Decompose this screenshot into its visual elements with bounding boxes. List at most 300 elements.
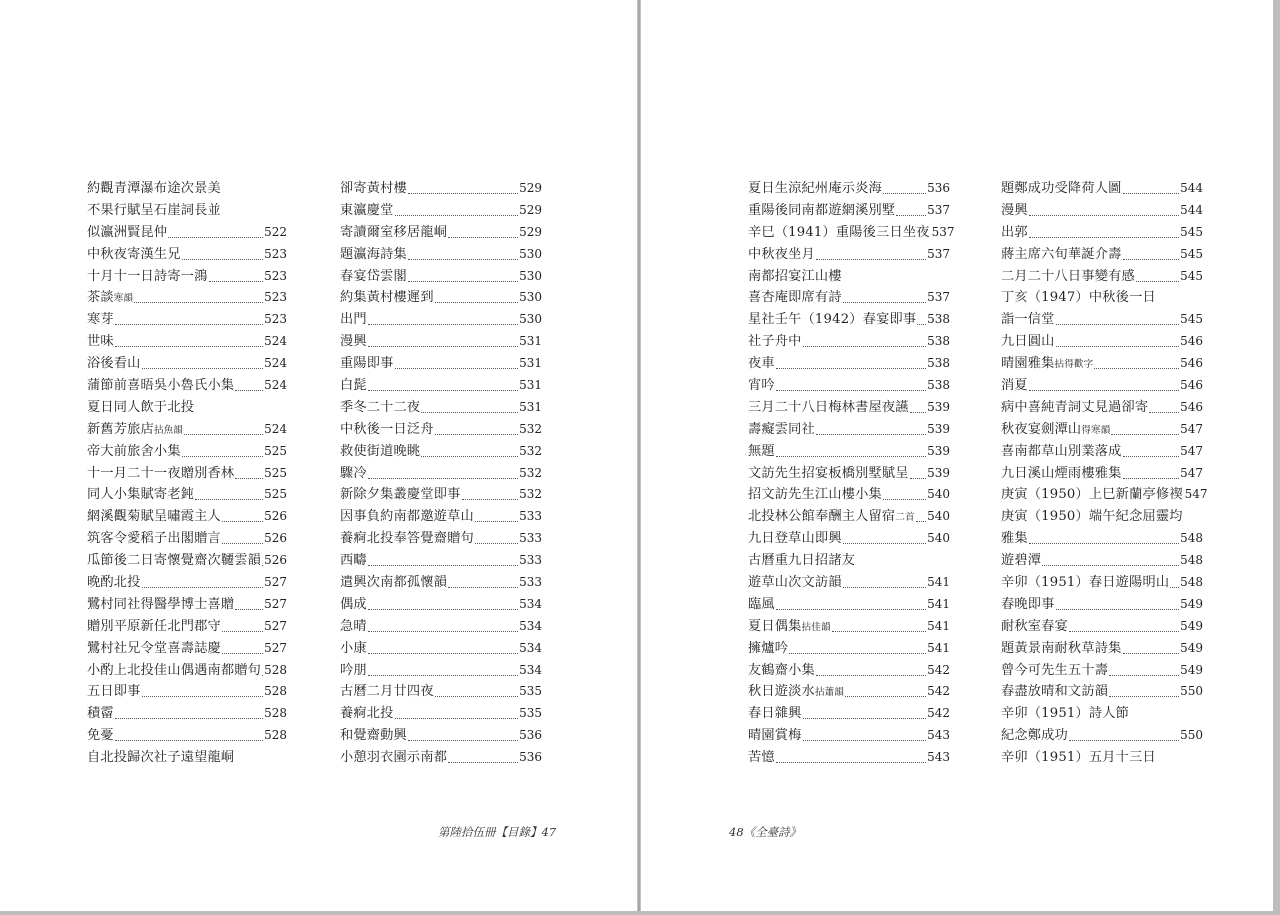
toc-entry-title-text: 丁亥（1947）中秋後一日	[1001, 290, 1156, 306]
toc-entry-page: 537	[927, 290, 950, 305]
toc-entry-page: 545	[1180, 246, 1203, 261]
toc-entry	[87, 331, 287, 353]
toc-leader-dots	[421, 411, 518, 413]
toc-leader-dots	[1029, 236, 1179, 238]
toc-entry-title	[1001, 397, 1148, 419]
toc-entry-title-text: 曾今可先生五十壽	[1001, 662, 1109, 678]
toc-entry-page: 531	[519, 399, 542, 414]
toc-entry-title-text: 文訪先生招宴板橋別墅賦呈	[748, 465, 909, 481]
toc-entry-page: 527	[264, 640, 287, 655]
toc-entry	[1001, 681, 1203, 703]
toc-leader-dots	[816, 674, 926, 676]
toc-entry-title-text: 重陽即事	[340, 356, 394, 372]
toc-entry-page: 538	[927, 312, 950, 327]
toc-entry	[748, 266, 950, 288]
toc-entry-page: 547	[1184, 487, 1208, 502]
toc-entry-page: 541	[927, 575, 950, 590]
toc-entry-title-text: 白髭	[340, 378, 367, 394]
toc-entry-title	[340, 550, 367, 572]
toc-entry	[87, 747, 287, 769]
toc-entry-page: 538	[927, 334, 950, 349]
toc-leader-dots	[435, 301, 518, 303]
toc-entry-page: 531	[519, 356, 542, 371]
toc-entry	[1001, 528, 1203, 550]
toc-entry-title	[87, 331, 114, 353]
toc-entry-page: 523	[264, 290, 287, 305]
toc-entry	[1001, 375, 1203, 397]
toc-entry-page: 547	[1180, 421, 1203, 436]
toc-entry-title-text: 九日登草山即興	[748, 531, 842, 547]
toc-leader-dots	[776, 389, 926, 391]
toc-entry-title-text: 救使街道晚眺	[340, 443, 421, 459]
toc-entry-title	[748, 660, 815, 682]
toc-entry	[340, 441, 542, 463]
toc-entry	[1001, 747, 1203, 769]
toc-entry-title-text: 臨風	[748, 596, 775, 612]
toc-entry	[1001, 660, 1203, 682]
toc-entry-title	[1001, 660, 1108, 682]
toc-entry-title	[1001, 287, 1156, 309]
toc-entry-title-text: 蒲節前喜晤吳小魯氏小集	[87, 378, 235, 394]
toc-entry-page: 526	[264, 553, 287, 568]
toc-entry-title-text: 晚酌北投	[87, 575, 141, 591]
toc-entry	[87, 309, 287, 331]
toc-leader-dots	[1056, 608, 1180, 610]
toc-entry	[87, 681, 287, 703]
toc-entry-page: 534	[519, 618, 542, 633]
toc-entry-title	[1001, 419, 1110, 442]
toc-entry-title-text: 二月二十八日事變有感	[1001, 268, 1135, 284]
toc-entry	[340, 287, 542, 309]
toc-entry-title	[1001, 681, 1108, 703]
toc-leader-dots	[262, 564, 263, 566]
toc-entry-title-text: 夏日同人飲于北投	[87, 399, 195, 415]
toc-entry-title	[87, 463, 234, 485]
toc-entry-page: 529	[519, 181, 542, 195]
toc-entry	[748, 594, 950, 616]
toc-entry-page: 541	[927, 618, 950, 633]
toc-entry-page: 528	[264, 662, 287, 677]
toc-entry-page: 548	[1180, 531, 1203, 546]
toc-leader-dots	[368, 345, 518, 347]
toc-entry-title-text: 春宴岱雲閣	[340, 268, 407, 284]
toc-entry-title-text: 不果行賦呈石崖詞長並	[87, 202, 221, 218]
toc-entry-title	[87, 287, 133, 310]
toc-entry	[340, 638, 542, 660]
toc-entry-title-text: 遊草山次文訪韻	[748, 575, 842, 591]
toc-entry	[340, 703, 542, 725]
toc-entry-note: 二首	[895, 512, 915, 524]
toc-leader-dots	[776, 761, 926, 763]
toc-entry	[748, 528, 950, 550]
toc-leader-dots	[368, 564, 518, 566]
toc-entry	[340, 200, 542, 222]
toc-leader-dots	[896, 214, 926, 216]
toc-entry-page: 549	[1180, 662, 1203, 677]
toc-entry-title	[340, 638, 367, 660]
toc-entry	[340, 660, 542, 682]
toc-entry-title-text: 消夏	[1001, 378, 1028, 394]
toc-entry-title-text: 茶談	[87, 290, 114, 306]
toc-leader-dots	[368, 652, 518, 654]
toc-entry-page: 533	[519, 531, 542, 546]
toc-entry-page: 524	[264, 356, 287, 371]
toc-leader-dots	[368, 674, 518, 676]
toc-entry-title-text: 苦憶	[748, 750, 775, 766]
page-footer-right: 48《全臺詩》	[729, 825, 802, 839]
toc-entry-page: 541	[927, 640, 950, 655]
toc-entry-page: 530	[519, 312, 542, 327]
toc-entry-title-text: 急晴	[340, 618, 367, 634]
toc-entry	[1001, 178, 1203, 200]
toc-entry-title-text: 辛卯（1951）五月十三日	[1001, 750, 1156, 766]
toc-leader-dots	[1149, 411, 1179, 413]
toc-entry-title	[748, 747, 775, 769]
toc-entry	[748, 397, 950, 419]
toc-entry-title	[1001, 331, 1055, 353]
toc-entry	[1001, 353, 1203, 375]
toc-entry-page: 550	[1180, 684, 1203, 699]
toc-entry	[340, 594, 542, 616]
toc-entry-title	[748, 572, 842, 594]
toc-entry-title	[1001, 572, 1169, 594]
page-footer-left: 第陸拾伍冊【目錄】47	[438, 825, 557, 839]
toc-entry-title	[87, 200, 221, 222]
toc-leader-dots	[776, 608, 926, 610]
toc-entry-title-text: 夏日生涼紀州庵示炎海	[748, 181, 882, 196]
toc-entry-title-text: 南都招宴江山樓	[748, 268, 842, 284]
toc-entry-page: 533	[519, 575, 542, 590]
toc-column-left-1	[87, 178, 287, 769]
toc-entry-title	[340, 616, 367, 638]
toc-entry-title-text: 題鄭成功受降荷人圖	[1001, 181, 1122, 196]
toc-entry-title	[340, 747, 447, 769]
toc-entry-title-text: 詣一信堂	[1001, 312, 1055, 328]
toc-column-right-2	[1001, 178, 1208, 769]
toc-entry	[340, 463, 542, 485]
toc-entry	[748, 222, 955, 244]
right-page	[641, 0, 1273, 911]
toc-leader-dots	[222, 652, 263, 654]
toc-leader-dots	[115, 739, 263, 741]
toc-entry	[748, 463, 950, 485]
toc-entry	[1001, 441, 1203, 463]
toc-entry-page: 532	[519, 487, 542, 502]
toc-leader-dots	[776, 367, 926, 369]
toc-entry-title-text: 養痾北投	[340, 706, 394, 722]
toc-leader-dots	[368, 323, 518, 325]
toc-entry	[748, 506, 950, 528]
toc-entry-title	[340, 353, 394, 375]
toc-entry-title-text: 古曆重九日招諸友	[748, 553, 856, 569]
toc-entry-title-text: 似瀛洲賢昆仲	[87, 224, 168, 240]
toc-entry	[87, 287, 287, 309]
toc-entry	[340, 747, 542, 769]
toc-entry	[748, 484, 950, 506]
toc-entry-title	[340, 681, 434, 703]
toc-entry-title-text: 漫興	[1001, 202, 1028, 218]
toc-entry-title-text: 新舊芳旅店	[87, 421, 154, 437]
toc-entry-title	[87, 309, 114, 331]
toc-entry	[1001, 419, 1203, 441]
toc-entry	[87, 594, 287, 616]
toc-entry-title-text: 免憂	[87, 728, 114, 744]
toc-entry-page: 543	[927, 750, 950, 765]
toc-entry-title-text: 無題	[748, 443, 775, 459]
toc-entry-title-text: 古曆二月廿四夜	[340, 684, 434, 700]
toc-leader-dots	[1094, 367, 1179, 369]
toc-entry-title	[748, 594, 775, 616]
toc-entry-title	[340, 660, 367, 682]
toc-entry-title-text: 新除夕集叢慶堂即事	[340, 487, 461, 503]
toc-entry	[1001, 506, 1203, 528]
toc-leader-dots	[262, 674, 263, 676]
toc-entry-title	[87, 266, 208, 288]
toc-leader-dots	[776, 455, 926, 457]
toc-entry-title-text: 小康	[340, 640, 367, 656]
toc-leader-dots	[421, 455, 518, 457]
toc-entry-title	[748, 375, 775, 397]
toc-leader-dots	[115, 717, 263, 719]
toc-leader-dots	[368, 389, 518, 391]
toc-entry	[340, 550, 542, 572]
toc-entry-page: 537	[927, 246, 950, 261]
toc-entry-title	[1001, 353, 1093, 376]
toc-entry-title	[87, 594, 234, 616]
toc-entry-title-text: 五日即事	[87, 684, 141, 700]
toc-leader-dots	[1170, 586, 1179, 588]
toc-entry-title	[748, 353, 775, 375]
toc-entry	[748, 747, 950, 769]
toc-entry-page: 535	[519, 684, 542, 699]
toc-entry-title-text: 中秋夜坐月	[748, 246, 815, 262]
toc-leader-dots	[883, 192, 926, 194]
toc-entry-title	[340, 463, 367, 485]
toc-entry-title-text: 和覺齋動興	[340, 728, 407, 744]
toc-entry-title-text: 九日圓山	[1001, 334, 1055, 350]
toc-entry	[87, 572, 287, 594]
toc-entry-title	[1001, 222, 1028, 244]
toc-entry-page: 539	[927, 443, 950, 458]
toc-entry-page: 538	[927, 356, 950, 371]
toc-entry-title	[340, 331, 367, 353]
toc-entry-page: 546	[1180, 378, 1203, 393]
toc-entry-title	[748, 331, 802, 353]
toc-entry-title-text: 浴後看山	[87, 356, 141, 372]
toc-entry-title	[748, 506, 915, 529]
toc-entry-page: 540	[927, 509, 950, 524]
toc-entry-title	[87, 572, 141, 594]
toc-entry-note: 拈得歡字	[1054, 359, 1094, 371]
toc-entry-page: 523	[264, 246, 287, 261]
toc-leader-dots	[1123, 455, 1180, 457]
toc-entry	[748, 725, 950, 747]
toc-entry-title-text: 筑客令愛稻子出閣贈言	[87, 531, 221, 547]
toc-entry-title-text: 世味	[87, 334, 114, 350]
toc-entry-title-text: 小酌上北投佳山偶遇南都贈句	[87, 662, 262, 678]
toc-entry	[748, 616, 950, 638]
toc-entry	[340, 266, 542, 288]
toc-leader-dots	[1109, 674, 1179, 676]
toc-entry-page: 540	[927, 487, 950, 502]
toc-entry-page: 533	[519, 553, 542, 568]
toc-entry-page: 523	[264, 312, 287, 327]
toc-entry-title-text: 喜南都草山別業落成	[1001, 443, 1122, 459]
toc-entry-page: 545	[1180, 312, 1203, 327]
toc-entry	[748, 244, 950, 266]
toc-leader-dots	[235, 608, 263, 610]
toc-entry-page: 544	[1180, 202, 1203, 217]
toc-entry-title	[1001, 200, 1028, 222]
toc-leader-dots	[115, 323, 263, 325]
toc-entry-page: 528	[264, 684, 287, 699]
toc-entry-title	[748, 397, 909, 419]
toc-entry-title	[340, 506, 474, 528]
toc-entry-title	[87, 419, 183, 442]
toc-entry-page: 526	[264, 531, 287, 546]
toc-entry	[748, 309, 950, 331]
toc-entry-page: 530	[519, 268, 542, 283]
toc-entry-title-text: 中秋夜寄漢生兄	[87, 246, 181, 262]
toc-entry-title-text: 西疇	[340, 553, 367, 569]
toc-entry	[748, 572, 950, 594]
toc-leader-dots	[182, 455, 263, 457]
toc-entry-title-text: 題黃景南耐秋草詩集	[1001, 640, 1122, 656]
toc-entry-title	[748, 266, 842, 288]
toc-leader-dots	[134, 301, 263, 303]
toc-entry-page: 547	[1180, 465, 1203, 480]
toc-entry-page: 543	[927, 728, 950, 743]
toc-entry-title-text: 網溪觀菊賦呈嘯霞主人	[87, 509, 221, 525]
toc-entry-title	[340, 725, 407, 747]
toc-entry-title-text: 秋日遊淡水	[748, 684, 815, 700]
toc-entry-title	[1001, 441, 1122, 463]
toc-entry-page: 525	[264, 443, 287, 458]
toc-entry-title-text: 瓜節後二日寄懷覺齋次韆雲韻	[87, 553, 262, 569]
toc-entry-title	[87, 681, 141, 703]
toc-entry	[1001, 287, 1203, 309]
toc-entry-title-text: 紀念鄭成功	[1001, 728, 1068, 744]
toc-entry	[1001, 463, 1203, 485]
toc-entry-title	[1001, 309, 1055, 331]
toc-leader-dots	[1042, 564, 1179, 566]
toc-entry-page: 542	[927, 662, 950, 677]
page-edge-right	[1273, 0, 1280, 915]
toc-entry-title-text: 蔣主席六旬華誕介壽	[1001, 246, 1122, 262]
toc-leader-dots	[1123, 192, 1180, 194]
toc-entry-title-text: 重陽後同南都遊網溪別墅	[748, 202, 896, 218]
toc-entry-title-text: 漫興	[340, 334, 367, 350]
toc-entry-title	[1001, 266, 1135, 288]
toc-entry-title-text: 春日雜興	[748, 706, 802, 722]
toc-entry-note: 得寒韻	[1081, 424, 1111, 436]
toc-entry	[748, 353, 950, 375]
toc-entry-title-text: 秋夜宴劍潭山	[1001, 421, 1082, 437]
toc-entry-page: 524	[264, 421, 287, 436]
toc-leader-dots	[843, 586, 926, 588]
toc-entry-title	[340, 419, 434, 441]
toc-entry	[1001, 309, 1203, 331]
toc-entry-title-text: 耐秋室春宴	[1001, 618, 1068, 634]
toc-entry	[748, 178, 950, 200]
toc-leader-dots	[843, 301, 926, 303]
toc-entry-title	[87, 747, 234, 769]
toc-entry-title-text: 十一月二十一夜贈別香林	[87, 465, 235, 481]
toc-entry-title	[748, 419, 815, 441]
toc-entry-title-text: 辛卯（1951）詩人節	[1001, 706, 1130, 722]
toc-entry-title	[748, 222, 930, 244]
toc-entry	[87, 725, 287, 747]
toc-entry-title-text: 星社壬午（1942）春宴即事	[748, 312, 917, 328]
toc-entry-page: 550	[1180, 728, 1203, 743]
toc-entry-page: 539	[927, 421, 950, 436]
toc-entry	[748, 681, 950, 703]
toc-entry-title-text: 晴園雅集	[1001, 356, 1055, 372]
toc-entry	[87, 266, 287, 288]
toc-entry	[1001, 725, 1203, 747]
toc-leader-dots	[1029, 389, 1179, 391]
toc-entry-page: 537	[927, 202, 950, 217]
toc-entry	[87, 397, 287, 419]
toc-entry-page: 545	[1180, 224, 1203, 239]
toc-entry-title-text: 十月十一日詩寄一鴻	[87, 268, 208, 284]
toc-entry	[87, 441, 287, 463]
toc-entry-page: 549	[1180, 618, 1203, 633]
toc-entry-title	[1001, 638, 1122, 660]
toc-entry	[340, 353, 542, 375]
toc-entry-title	[1001, 178, 1122, 200]
toc-entry	[87, 353, 287, 375]
toc-entry-title-text: 因事負約南都邀遊草山	[340, 509, 474, 525]
toc-entry-title-text: 宵吟	[748, 378, 775, 394]
left-page	[0, 0, 637, 911]
toc-entry	[1001, 222, 1203, 244]
toc-leader-dots	[1123, 258, 1180, 260]
toc-leader-dots	[832, 630, 926, 632]
toc-entry-page: 527	[264, 618, 287, 633]
toc-leader-dots	[816, 258, 926, 260]
toc-entry-title	[340, 222, 447, 244]
toc-entry-title	[1001, 506, 1183, 528]
toc-entry	[1001, 397, 1203, 419]
toc-entry-page: 546	[1180, 334, 1203, 349]
toc-entry-title-text: 雅集	[1001, 531, 1028, 547]
toc-entry	[87, 550, 287, 572]
toc-entry-page: 526	[264, 509, 287, 524]
toc-leader-dots	[448, 761, 518, 763]
toc-entry-page: 548	[1180, 575, 1203, 590]
toc-entry-title-text: 辛巳（1941）重陽後三日坐夜	[748, 224, 930, 240]
toc-entry-title-text: 季冬二十二夜	[340, 399, 421, 415]
toc-entry-title	[1001, 528, 1028, 550]
toc-leader-dots	[142, 695, 264, 697]
toc-entry-page: 527	[264, 596, 287, 611]
toc-entry-title-text: 偶成	[340, 596, 367, 612]
toc-leader-dots	[222, 520, 263, 522]
toc-entry	[1001, 331, 1203, 353]
toc-entry-page: 527	[264, 575, 287, 590]
toc-entry-title	[748, 441, 775, 463]
toc-entry-page: 539	[927, 465, 950, 480]
toc-entry-title	[1001, 594, 1055, 616]
toc-entry-page: 536	[927, 181, 950, 195]
toc-leader-dots	[1056, 345, 1180, 347]
toc-entry-title-text: 寒芽	[87, 312, 114, 328]
toc-entry-title	[340, 266, 407, 288]
toc-leader-dots	[115, 345, 263, 347]
toc-entry-title	[340, 594, 367, 616]
toc-leader-dots	[1111, 433, 1179, 435]
